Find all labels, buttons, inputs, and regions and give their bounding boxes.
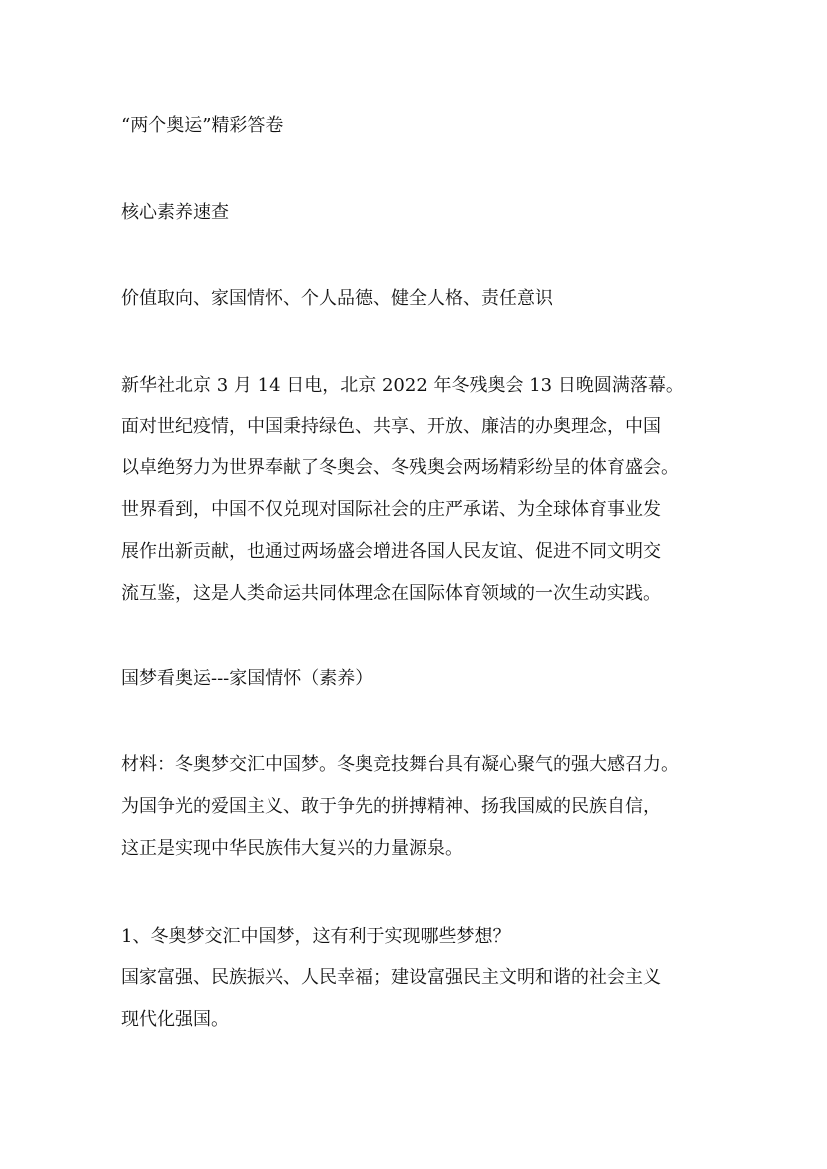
keywords-line: 价值取向、家国情怀、个人品德、健全人格、责任意识 — [121, 288, 553, 309]
paragraph-line: 流互鉴，这是人类命运共同体理念在国际体育领域的一次生动实践。 — [121, 583, 661, 604]
document-title: “两个奥运”精彩答卷 — [121, 115, 284, 136]
paragraph-line: 材料：冬奥梦交汇中国梦。冬奥竞技舞台具有凝心聚气的强大感召力。 — [121, 754, 679, 775]
paragraph-line: 展作出新贡献，也通过两场盛会增进各国人民友谊、促进不同文明交 — [121, 541, 661, 562]
section-heading-core-literacy: 核心素养速查 — [121, 202, 229, 223]
paragraph-line: 现代化强国。 — [121, 1009, 229, 1030]
paragraph-line: 世界看到，中国不仅兑现对国际社会的庄严承诺、为全球体育事业发 — [121, 499, 661, 520]
question-1: 1、冬奥梦交汇中国梦，这有利于实现哪些梦想？ — [121, 926, 511, 947]
paragraph-line: 国家富强、民族振兴、人民幸福；建设富强民主文明和谐的社会主义 — [121, 967, 661, 988]
paragraph-line: 新华社北京 3 月 14 日电，北京 2022 年冬残奥会 13 日晚圆满落幕。 — [121, 375, 684, 396]
paragraph-line: 为国争光的爱国主义、敢于争先的拼搏精神、扬我国威的民族自信， — [121, 796, 661, 817]
paragraph-line: 以卓绝努力为世界奉献了冬奥会、冬残奥会两场精彩纷呈的体育盛会。 — [121, 457, 679, 478]
paragraph-line: 面对世纪疫情，中国秉持绿色、共享、开放、廉洁的办奥理念，中国 — [121, 416, 661, 437]
section-heading-family-country: 国梦看奥运---家国情怀（素养） — [121, 668, 374, 689]
paragraph-line: 这正是实现中华民族伟大复兴的力量源泉。 — [121, 838, 463, 859]
